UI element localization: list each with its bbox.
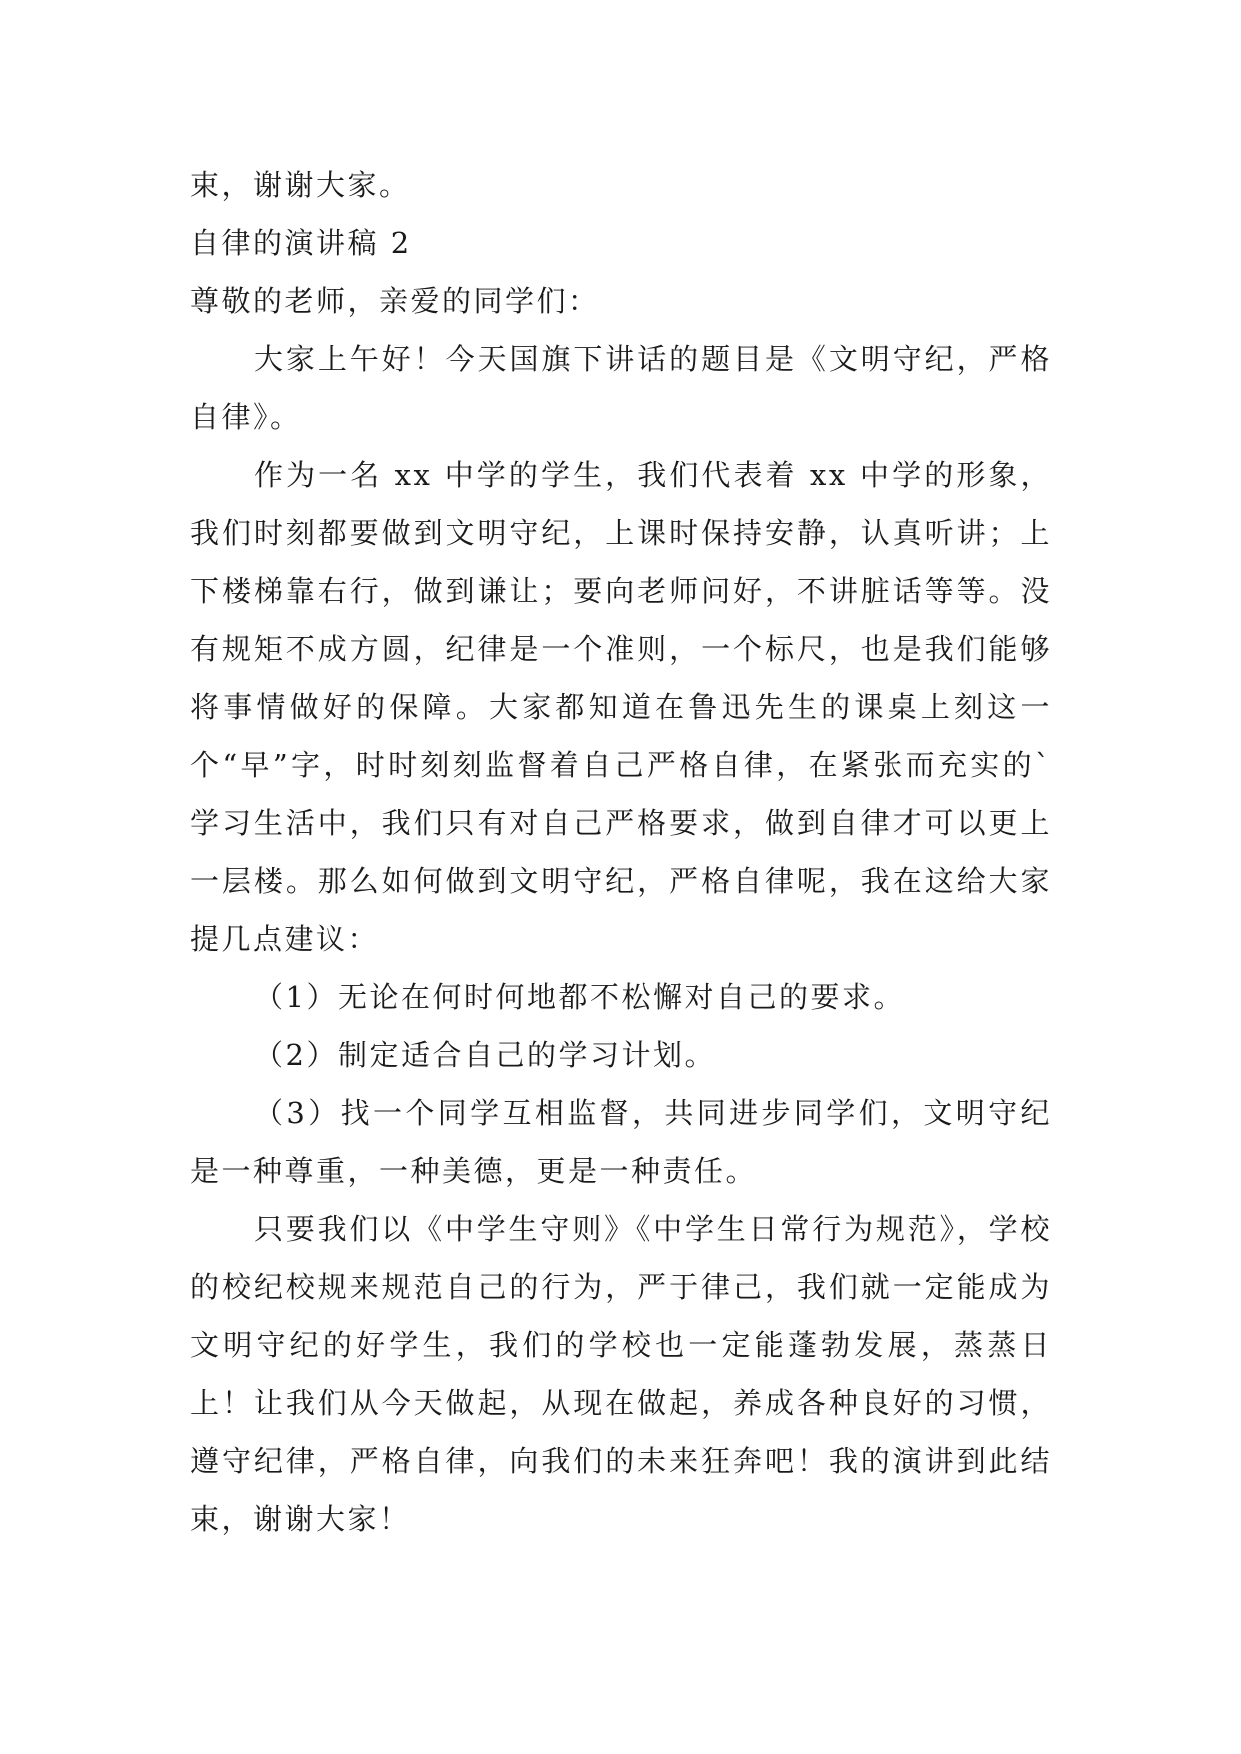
paragraph-greeting: 大家上午好！今天国旗下讲话的题目是《文明守纪，严格自律》。 [190, 342, 1052, 434]
paragraph-closing: 只要我们以《中学生守则》《中学生日常行为规范》，学校的校纪校规来规范自己的行为，严于律己，我们就一定能成为文明守纪的好学生，我们的学校也一定能蓬勃发展，蒸蒸日上！让我们从今天做起，从现在做起，养成各种良好的习惯，遵守纪律，严格自律，向我们的未来狂奔吧！我的演讲到此结束，谢谢大家！ [190, 1212, 1052, 1536]
continuation-text: 束，谢谢大家。 [190, 168, 411, 202]
list-item: （1）无论在何时何地都不松懈对自己的要求。 [254, 980, 905, 1014]
salutation: 尊敬的老师，亲爱的同学们： [190, 284, 600, 318]
list-item: （2）制定适合自己的学习计划。 [254, 1038, 716, 1072]
list-item: （3）找一个同学互相监督，共同进步同学们，文明守纪是一种尊重，一种美德，更是一种责任。 [190, 1096, 1052, 1188]
speech-heading: 自律的演讲稿 2 [190, 226, 412, 260]
paragraph-main: 作为一名 xx 中学的学生，我们代表着 xx 中学的形象，我们时刻都要做到文明守纪，上课时保持安静，认真听讲；上下楼梯靠右行，做到谦让；要向老师问好，不讲脏话等等。没有规矩不成方圆，纪律是一个准则，一个标尺，也是我们能够将事情做好的保障。大家都知道在鲁迅先生的课桌上刻这一个“早”字，时时刻刻监督着自己严格自律，在紧张而充实的`学习生活中，我们只有对自己严格要求，做到自律才可以更上一层楼。那么如何做到文明守纪，严格自律呢，我在这给大家提几点建议： [190, 458, 1052, 956]
document-body [190, 156, 1052, 1548]
